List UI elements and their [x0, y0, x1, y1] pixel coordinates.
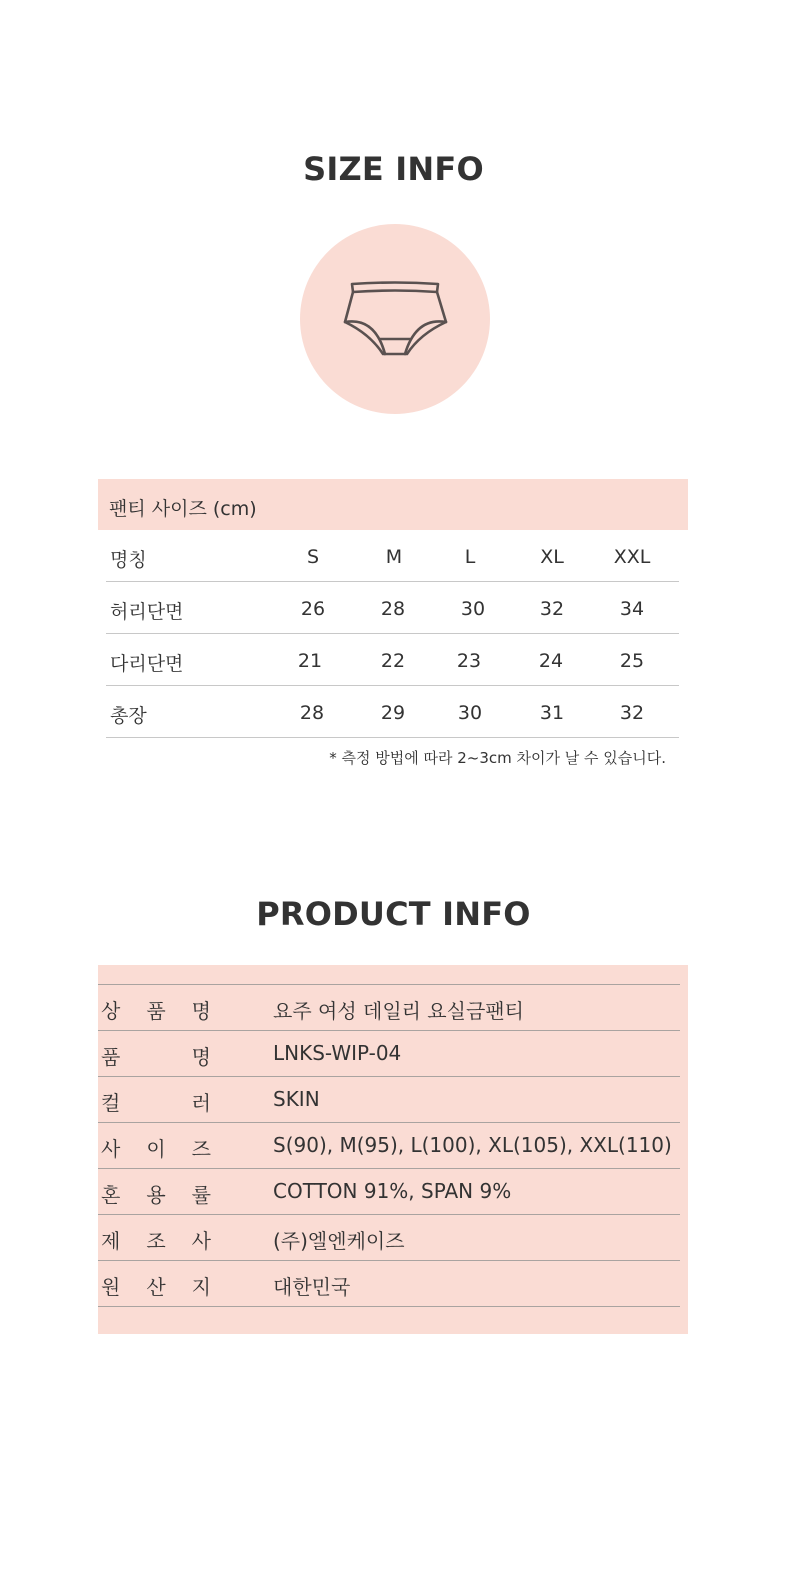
table-row: [106, 582, 679, 634]
size-table-header: [98, 479, 688, 530]
product-value: LNKS-WIP-04: [273, 1041, 402, 1065]
table-cell: 26: [300, 598, 326, 620]
product-key: 원 산 지: [101, 1275, 211, 1299]
table-row: [98, 1123, 680, 1169]
product-illustration: [300, 224, 490, 414]
product-key: 품 명: [101, 1045, 211, 1069]
table-cell: 30: [460, 598, 486, 620]
row-label: 다리단면: [110, 653, 184, 675]
table-row: [106, 634, 679, 686]
product-value: 대한민국: [273, 1275, 351, 1299]
table-cell: 32: [539, 598, 565, 620]
table-cell: 34: [619, 598, 645, 620]
column-header-xl: XL: [540, 546, 564, 568]
product-info-title: PRODUCT INFO: [256, 895, 531, 933]
size-table: [106, 530, 679, 738]
table-row: [98, 1031, 680, 1077]
product-info-table: [98, 984, 680, 1307]
column-header-m: M: [385, 546, 403, 568]
row-label: 총장: [110, 705, 147, 727]
table-cell: 32: [619, 702, 645, 724]
table-cell: 25: [619, 650, 645, 672]
product-value: S(90), M(95), L(100), XL(105), XXL(110): [273, 1133, 672, 1157]
product-key: 상 품 명: [101, 999, 211, 1023]
table-cell: 31: [539, 702, 565, 724]
table-cell: 28: [380, 598, 406, 620]
table-row: [106, 686, 679, 738]
product-key: 사 이 즈: [101, 1137, 211, 1161]
product-value: SKIN: [273, 1087, 320, 1111]
table-cell: 28: [299, 702, 325, 724]
table-row: [98, 985, 680, 1031]
column-header-l: L: [464, 546, 476, 568]
row-label: 허리단면: [110, 601, 184, 623]
product-key: 혼 용 률: [101, 1183, 211, 1207]
product-info-box: [98, 965, 688, 1334]
table-cell: 22: [380, 650, 406, 672]
table-row: [98, 1261, 680, 1307]
table-row: [98, 1215, 680, 1261]
measurement-note: * 측정 방법에 따라 2~3cm 차이가 날 수 있습니다.: [329, 749, 666, 767]
table-cell: 24: [538, 650, 564, 672]
table-cell: 29: [380, 702, 406, 724]
table-cell: 23: [456, 650, 482, 672]
table-row: [98, 1169, 680, 1215]
product-key: 컬 러: [101, 1091, 211, 1115]
product-key: 제 조 사: [101, 1229, 211, 1253]
column-header-xxl: XXL: [613, 546, 651, 568]
product-value: 요주 여성 데일리 요실금팬티: [273, 999, 524, 1023]
product-value: (주)엘엔케이즈: [273, 1229, 405, 1253]
table-cell: 30: [457, 702, 483, 724]
size-table-header-label: 팬티 사이즈 (cm): [109, 498, 257, 520]
size-table-column-headers: [106, 530, 679, 582]
table-row: [98, 1077, 680, 1123]
panty-icon: [300, 224, 490, 414]
product-value: COTTON 91%, SPAN 9%: [273, 1179, 512, 1203]
table-cell: 21: [297, 650, 323, 672]
column-header-name: 명칭: [110, 549, 147, 571]
column-header-s: S: [306, 546, 320, 568]
size-info-title: SIZE INFO: [303, 150, 484, 188]
